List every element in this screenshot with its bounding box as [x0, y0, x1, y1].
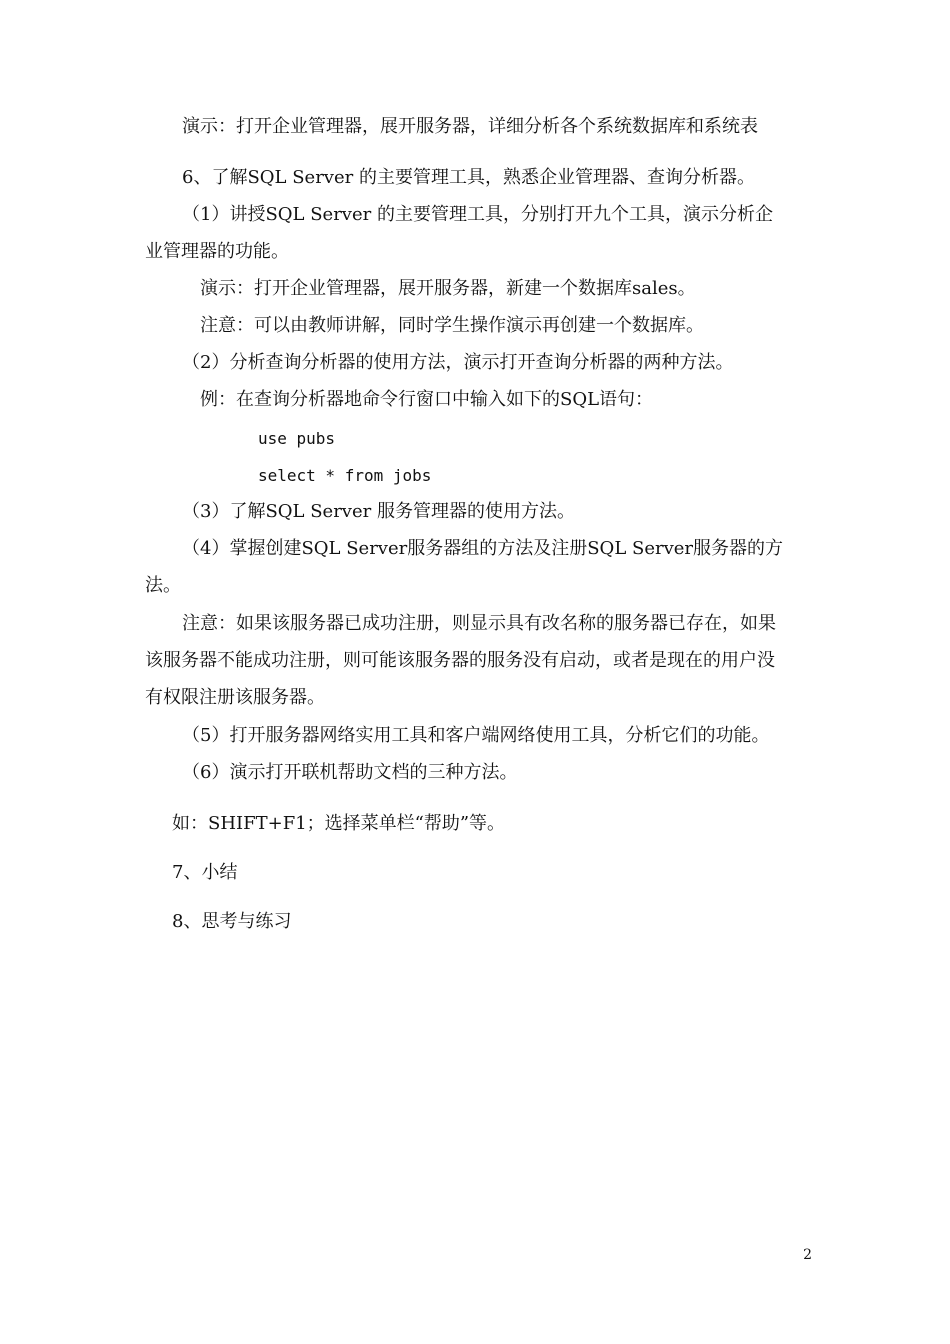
page-number: 2	[803, 1247, 812, 1263]
text-line: 有权限注册该服务器。	[145, 687, 325, 708]
text-line: （5）打开服务器网络实用工具和客户端网络使用工具，分析它们的功能。	[182, 725, 770, 746]
text-line: 该服务器不能成功注册，则可能该服务器的服务没有启动，或者是现在的用户没	[145, 650, 775, 671]
code-line: select * from jobs	[258, 466, 432, 485]
text-line: （2）分析查询分析器的使用方法，演示打开查询分析器的两种方法。	[182, 352, 734, 373]
text-line: 注意：如果该服务器已成功注册，则显示具有改名称的服务器已存在，如果	[182, 613, 776, 634]
text-line: （4）掌握创建SQL Server服务器组的方法及注册SQL Server服务器的方	[182, 538, 784, 559]
text-line: （6）演示打开联机帮助文档的三种方法。	[182, 762, 518, 783]
text-line: （3）了解SQL Server 服务管理器的使用方法。	[182, 501, 575, 522]
section-heading: 7、小结	[172, 862, 238, 883]
text-line: 例：在查询分析器地命令行窗口中输入如下的SQL语句：	[200, 389, 654, 410]
code-line: use pubs	[258, 429, 336, 448]
text-line: 注意：可以由教师讲解，同时学生操作演示再创建一个数据库。	[200, 315, 704, 336]
text-line: 演示：打开企业管理器，展开服务器，新建一个数据库sales。	[200, 278, 696, 299]
text-line: 演示：打开企业管理器，展开服务器，详细分析各个系统数据库和系统表	[182, 116, 758, 137]
text-line: 法。	[145, 575, 181, 596]
section-heading: 6、了解SQL Server 的主要管理工具，熟悉企业管理器、查询分析器。	[182, 167, 755, 188]
text-line: （1）讲授SQL Server 的主要管理工具，分别打开九个工具，演示分析企	[182, 204, 773, 225]
text-line: 业管理器的功能。	[145, 241, 289, 262]
text-line: 如：SHIFT+F1；选择菜单栏“帮助”等。	[172, 813, 506, 834]
section-heading: 8、思考与练习	[172, 911, 292, 932]
